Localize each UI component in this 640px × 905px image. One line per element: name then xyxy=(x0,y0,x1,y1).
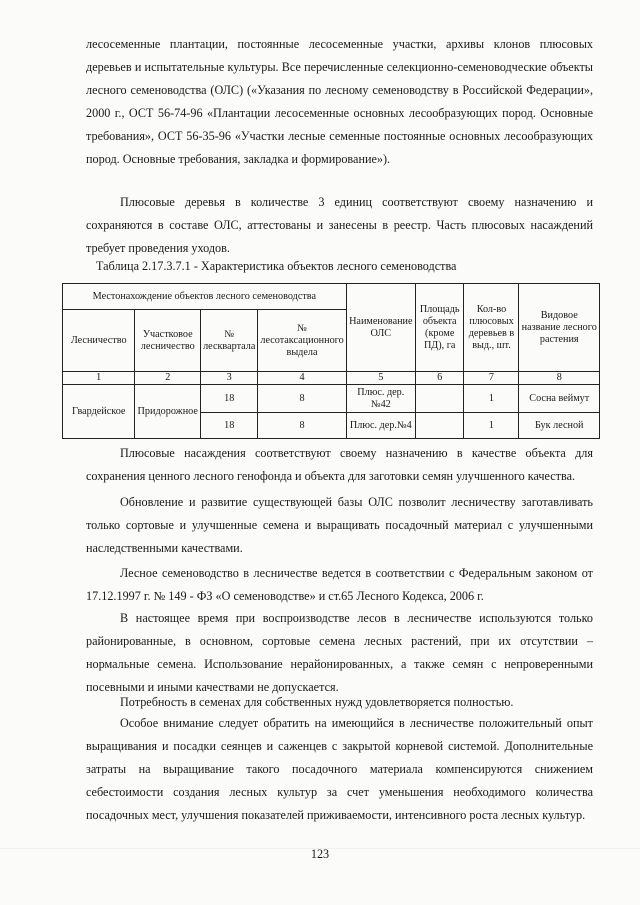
paragraph-plus-trees: Плюсовые деревья в количестве 3 единиц соответствуют своему назначению и сохраняются в составе ОЛС, аттестованы и занесены в реестр. Часть плюсовых насаждений требует проведения уходов. xyxy=(86,195,593,255)
column-number: 5 xyxy=(346,372,415,385)
paragraph-seed-usage: В настоящее время при воспроизводстве лесов в лесничестве используются только районированные, в основном, сортовые семена лесных растений, при их отсутствии – нормальные семена. Использование нерайонированных, а также семян с непроверенными посевными и иными качествами не допускается. xyxy=(86,611,593,694)
cell-species: Сосна веймут xyxy=(519,385,600,413)
header-lesnichestvo: Лесничество xyxy=(63,310,135,372)
ols-table xyxy=(62,283,600,439)
header-vydel: № лесотаксационного выдела xyxy=(258,310,346,372)
header-kvartal: № лесквартала xyxy=(201,310,258,372)
header-species: Видовое название лесного растения xyxy=(519,284,600,372)
column-number: 3 xyxy=(201,372,258,385)
paragraph-seed-demand: Потребность в семенах для собственных нужд удовлетворяется полностью. xyxy=(120,695,514,709)
paragraph-plus-stands: Плюсовые насаждения соответствуют своему назначению в качестве объекта для сохранения ценного лесного генофонда и объекта для заготовки семян улучшенного качества. xyxy=(86,446,593,483)
column-number: 7 xyxy=(464,372,519,385)
cell-ols-name: Плюс. дер.№4 xyxy=(346,413,415,439)
header-uchastkovoe: Участковое лесничество xyxy=(135,310,201,372)
cell-kvartal: 18 xyxy=(201,413,258,439)
cell-uchastkovoe: Придорожное xyxy=(135,385,201,439)
cell-count: 1 xyxy=(464,385,519,413)
column-number: 6 xyxy=(415,372,464,385)
header-plus-tree-count: Кол-во плюсовых деревьев в выд., шт. xyxy=(464,284,519,372)
column-number: 8 xyxy=(519,372,600,385)
column-number: 2 xyxy=(135,372,201,385)
cell-count: 1 xyxy=(464,413,519,439)
paragraph-legislation: Лесное семеноводство в лесничестве ведется в соответствии с Федеральным законом от 17.12.1997 г. № 149 - ФЗ «О семеноводстве» и ст.65 Лесного Кодекса, 2006 г. xyxy=(86,566,593,603)
cell-area xyxy=(415,413,464,439)
header-ols-name: Наименование ОЛС xyxy=(346,284,415,372)
header-area: Площадь объекта (кроме ПД), га xyxy=(415,284,464,372)
table-caption: Таблица 2.17.3.7.1 - Характеристика объектов лесного семеноводства xyxy=(96,259,457,273)
page-number: 123 xyxy=(310,847,330,861)
paragraph-closed-root-system: Особое внимание следует обратить на имеющийся в лесничестве положительный опыт выращивания и посадки сеянцев и саженцев с закрытой корневой системой. Дополнительные затраты на выращивание такого посадочного материала компенсируются снижением себестоимости создания лесных культур за счет уменьшения необходимого количества посадочных мест, улучшения показателей приживаемости, интенсивного роста лесных культур. xyxy=(86,716,593,822)
cell-species: Бук лесной xyxy=(519,413,600,439)
column-number: 4 xyxy=(258,372,346,385)
cell-lesnichestvo: Гвардейское xyxy=(63,385,135,439)
cell-area xyxy=(415,385,464,413)
cell-ols-name: Плюс. дер.№42 xyxy=(346,385,415,413)
cell-kvartal: 18 xyxy=(201,385,258,413)
table-row xyxy=(63,385,600,413)
header-location-group: Местонахождение объектов лесного семеноводства xyxy=(63,284,347,310)
paragraph-ols-objects: лесосеменные плантации, постоянные лесосеменные участки, архивы клонов плюсовых деревьев и испытательные культуры. Все перечисленные селекционно-семеноводческие объекты лесного семеноводства (ОЛС) («Указания по лесному семеноводству в Российской Федерации», 2000 г., ОСТ 56-74-96 «Плантации лесосеменные основных лесообразующих пород. Основные требования», ОСТ 56-35-96 «Участки лесные семенные постоянные основных лесообразующих пород. Основные требования, закладка и формирование»). xyxy=(86,37,593,166)
paragraph-ols-development: Обновление и развитие существующей базы ОЛС позволит лесничеству заготавливать только сортовые и улучшенные семена и выращивать посадочный материал с улучшенными наследственными качествами. xyxy=(86,495,593,555)
column-number: 1 xyxy=(63,372,135,385)
cell-vydel: 8 xyxy=(258,385,346,413)
cell-vydel: 8 xyxy=(258,413,346,439)
